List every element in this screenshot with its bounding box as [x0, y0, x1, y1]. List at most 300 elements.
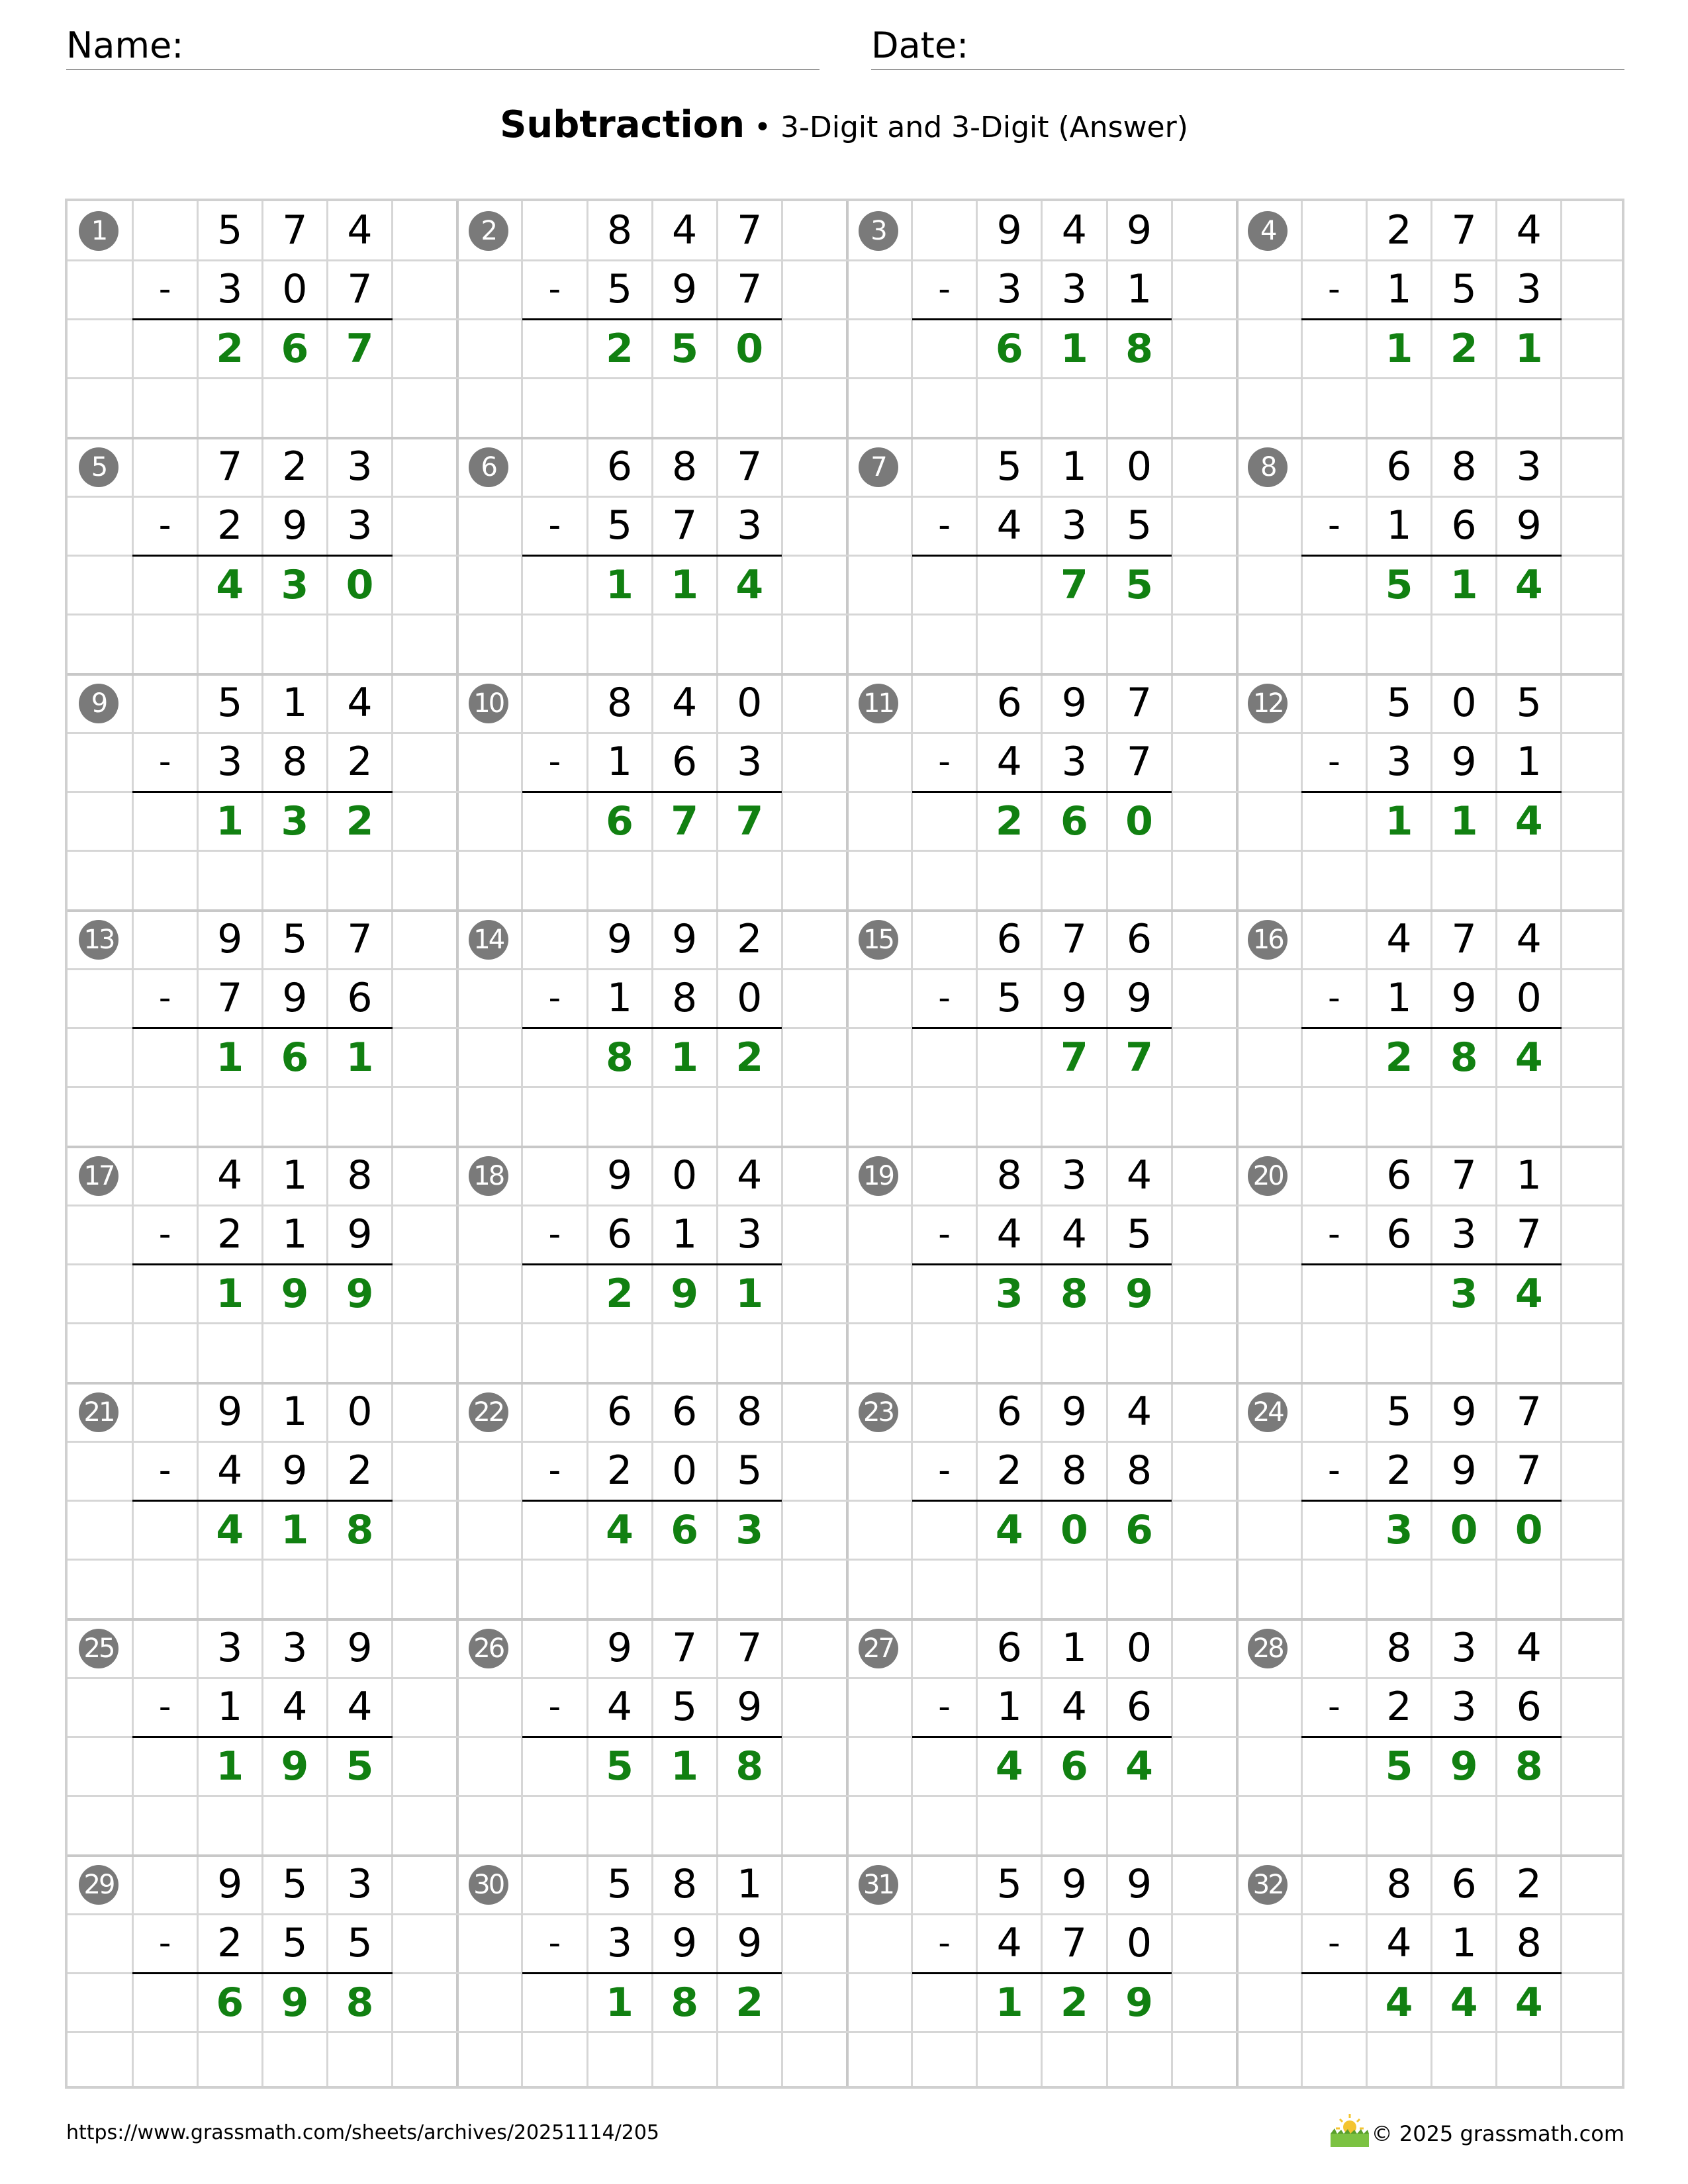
- subtrahend-digit: 4: [217, 1447, 243, 1494]
- subtrahend-digit: 1: [606, 739, 633, 786]
- problem-number-badge: 23: [859, 1392, 898, 1432]
- answer-digit: 0: [735, 325, 764, 372]
- subtrahend-digit: 3: [1061, 502, 1087, 549]
- minuend-digit: 0: [672, 1152, 698, 1199]
- problem-number-badge: 22: [469, 1392, 508, 1432]
- subtrahend-digit: 3: [737, 502, 763, 549]
- minus-sign: -: [938, 742, 951, 782]
- minuend-digit: 8: [1386, 1861, 1412, 1907]
- answer-digit: 8: [346, 1506, 374, 1553]
- problem-grid: [65, 199, 1624, 2089]
- subtrahend-digit: 3: [737, 1211, 763, 1258]
- minuend-digit: 9: [347, 1625, 373, 1671]
- minuend-digit: 5: [1386, 680, 1412, 726]
- minuend-digit: 8: [606, 680, 633, 726]
- subtrahend-digit: 0: [282, 266, 308, 313]
- minuend-digit: 1: [1061, 443, 1087, 490]
- problem-17: [68, 1146, 457, 1383]
- minuend-digit: 5: [996, 443, 1022, 490]
- subtrahend-digit: 5: [996, 975, 1022, 1022]
- subtrahend-digit: 7: [217, 975, 243, 1022]
- subtrahend-digit: 5: [1126, 502, 1152, 549]
- problem-18: [457, 1146, 847, 1383]
- minus-sign: -: [1327, 1687, 1340, 1727]
- answer-line: [132, 1972, 393, 1974]
- problem-31: [847, 1855, 1237, 2091]
- minuend-digit: 5: [217, 207, 243, 253]
- minuend-digit: 6: [996, 1625, 1022, 1671]
- answer-digit: 1: [735, 1270, 764, 1317]
- problem-number-badge: 8: [1248, 447, 1288, 487]
- answer-digit: 2: [1450, 325, 1478, 372]
- minus-sign: -: [1327, 1214, 1340, 1255]
- answer-digit: 4: [735, 561, 764, 608]
- minuend-digit: 9: [1061, 680, 1087, 726]
- answer-line: [1301, 1027, 1562, 1029]
- minuend-digit: 1: [282, 1152, 308, 1199]
- problem-number-badge: 32: [1248, 1865, 1288, 1905]
- answer-digit: 4: [1515, 1979, 1543, 2026]
- subtrahend-digit: 1: [606, 975, 633, 1022]
- answer-digit: 2: [346, 797, 374, 844]
- problem-number-badge: 25: [79, 1629, 118, 1668]
- minuend-digit: 0: [1451, 680, 1477, 726]
- name-field[interactable]: [66, 23, 820, 70]
- problem-2: [457, 201, 847, 437]
- answer-digit: 8: [671, 1979, 698, 2026]
- answer-digit: 3: [1450, 1270, 1478, 1317]
- problem-32: [1237, 1855, 1626, 2091]
- minuend-digit: 7: [282, 207, 308, 253]
- minuend-digit: 6: [996, 1388, 1022, 1435]
- answer-digit: 4: [216, 561, 244, 608]
- problem-number-badge: 11: [859, 684, 898, 723]
- subtrahend-digit: 7: [1516, 1447, 1542, 1494]
- subtrahend-digit: 5: [672, 1684, 698, 1731]
- minuend-digit: 4: [672, 207, 698, 253]
- minuend-digit: 6: [672, 1388, 698, 1435]
- minuend-digit: 7: [1451, 1152, 1477, 1199]
- subtrahend-digit: 4: [996, 1920, 1022, 1967]
- subtrahend-digit: 9: [737, 1920, 763, 1967]
- minuend-digit: 6: [606, 1388, 633, 1435]
- minus-sign: -: [938, 1923, 951, 1964]
- subtrahend-digit: 9: [282, 1447, 308, 1494]
- minus-sign: -: [158, 1451, 171, 1491]
- subtrahend-digit: 4: [606, 1684, 633, 1731]
- problem-14: [457, 910, 847, 1146]
- answer-line: [132, 1500, 393, 1502]
- minus-sign: -: [938, 269, 951, 310]
- answer-line: [1301, 791, 1562, 793]
- answer-digit: 2: [1060, 1979, 1088, 2026]
- subtrahend-digit: 5: [282, 1920, 308, 1967]
- problem-number-badge: 27: [859, 1629, 898, 1668]
- problem-30: [457, 1855, 847, 2091]
- minuend-digit: 4: [1126, 1388, 1152, 1435]
- problem-number-badge: 21: [79, 1392, 118, 1432]
- problem-number-badge: 16: [1248, 920, 1288, 960]
- answer-line: [1301, 1500, 1562, 1502]
- problem-11: [847, 674, 1237, 910]
- problem-5: [68, 437, 457, 674]
- answer-digit: 7: [1060, 1034, 1088, 1081]
- subtrahend-digit: 2: [996, 1447, 1022, 1494]
- minus-sign: -: [548, 1687, 561, 1727]
- minuend-digit: 4: [1516, 916, 1542, 962]
- subtrahend-digit: 4: [996, 502, 1022, 549]
- problem-number-badge: 19: [859, 1156, 898, 1196]
- minuend-digit: 8: [1451, 443, 1477, 490]
- answer-digit: 1: [671, 561, 698, 608]
- minuend-digit: 9: [996, 207, 1022, 253]
- problem-number-badge: 13: [79, 920, 118, 960]
- answer-line: [1301, 1263, 1562, 1265]
- subtrahend-digit: 3: [1061, 266, 1087, 313]
- problem-number-badge: 17: [79, 1156, 118, 1196]
- subtrahend-digit: 3: [347, 502, 373, 549]
- problem-10: [457, 674, 847, 910]
- answer-line: [522, 1263, 782, 1265]
- subtrahend-digit: 9: [672, 1920, 698, 1967]
- answer-line: [1301, 318, 1562, 320]
- minuend-digit: 2: [282, 443, 308, 490]
- problem-1: [68, 201, 457, 437]
- minuend-digit: 3: [347, 443, 373, 490]
- answer-digit: 9: [281, 1979, 309, 2026]
- minuend-digit: 6: [606, 443, 633, 490]
- subtrahend-digit: 9: [1451, 1447, 1477, 1494]
- minuend-digit: 6: [996, 680, 1022, 726]
- subtrahend-digit: 9: [282, 502, 308, 549]
- minus-sign: -: [1327, 1923, 1340, 1964]
- answer-line: [522, 1500, 782, 1502]
- problem-15: [847, 910, 1237, 1146]
- answer-line: [132, 555, 393, 557]
- minuend-digit: 3: [282, 1625, 308, 1671]
- minuend-digit: 7: [737, 1625, 763, 1671]
- problem-number-badge: 7: [859, 447, 898, 487]
- answer-digit: 7: [346, 325, 374, 372]
- problem-19: [847, 1146, 1237, 1383]
- problem-27: [847, 1619, 1237, 1855]
- subtrahend-digit: 4: [1061, 1684, 1087, 1731]
- problem-number-badge: 4: [1248, 211, 1288, 251]
- subtrahend-digit: 0: [737, 975, 763, 1022]
- minus-sign: -: [548, 1214, 561, 1255]
- subtrahend-digit: 9: [1516, 502, 1542, 549]
- subtrahend-digit: 3: [1451, 1211, 1477, 1258]
- minuend-digit: 5: [282, 916, 308, 962]
- answer-digit: 1: [1450, 561, 1478, 608]
- subtrahend-digit: 1: [282, 1211, 308, 1258]
- subtrahend-digit: 3: [1386, 739, 1412, 786]
- subtrahend-digit: 8: [1516, 1920, 1542, 1967]
- answer-digit: 8: [346, 1979, 374, 2026]
- problem-number-badge: 29: [79, 1865, 118, 1905]
- answer-line: [522, 1027, 782, 1029]
- answer-line: [912, 791, 1172, 793]
- minuend-digit: 4: [1061, 207, 1087, 253]
- minuend-digit: 5: [606, 1861, 633, 1907]
- subtrahend-digit: 4: [996, 1211, 1022, 1258]
- subtrahend-digit: 4: [347, 1684, 373, 1731]
- title-main: Subtraction: [500, 103, 745, 146]
- subtrahend-digit: 8: [1061, 1447, 1087, 1494]
- answer-digit: 9: [281, 1270, 309, 1317]
- subtrahend-digit: 2: [347, 1447, 373, 1494]
- answer-digit: 1: [1450, 797, 1478, 844]
- minus-sign: -: [548, 1923, 561, 1964]
- answer-digit: 3: [1385, 1506, 1413, 1553]
- problem-number-badge: 31: [859, 1865, 898, 1905]
- problem-number-badge: 30: [469, 1865, 508, 1905]
- answer-digit: 2: [735, 1979, 764, 2026]
- minus-sign: -: [158, 1687, 171, 1727]
- answer-digit: 1: [216, 1034, 244, 1081]
- answer-digit: 1: [1385, 797, 1413, 844]
- minuend-digit: 9: [606, 1152, 633, 1199]
- minuend-digit: 7: [217, 443, 243, 490]
- subtrahend-digit: 6: [1126, 1684, 1152, 1731]
- problem-24: [1237, 1383, 1626, 1619]
- problem-4: [1237, 201, 1626, 437]
- date-label: Date:: [871, 24, 969, 66]
- subtrahend-digit: 2: [1386, 1447, 1412, 1494]
- minuend-digit: 6: [996, 916, 1022, 962]
- minus-sign: -: [548, 269, 561, 310]
- minus-sign: -: [1327, 269, 1340, 310]
- subtrahend-digit: 1: [1386, 502, 1412, 549]
- minuend-digit: 9: [1126, 207, 1152, 253]
- answer-digit: 4: [1515, 1270, 1543, 1317]
- minus-sign: -: [938, 1214, 951, 1255]
- answer-digit: 9: [1450, 1743, 1478, 1790]
- answer-digit: 5: [1385, 1743, 1413, 1790]
- minuend-digit: 4: [1386, 916, 1412, 962]
- problem-20: [1237, 1146, 1626, 1383]
- problem-number-badge: 3: [859, 211, 898, 251]
- minuend-digit: 4: [737, 1152, 763, 1199]
- minuend-digit: 2: [1386, 207, 1412, 253]
- minus-sign: -: [158, 269, 171, 310]
- answer-digit: 3: [735, 1506, 764, 1553]
- answer-digit: 7: [735, 797, 764, 844]
- subtrahend-digit: 6: [1386, 1211, 1412, 1258]
- answer-line: [132, 318, 393, 320]
- answer-digit: 1: [671, 1034, 698, 1081]
- answer-line: [132, 1027, 393, 1029]
- answer-line: [912, 555, 1172, 557]
- subtrahend-digit: 8: [282, 739, 308, 786]
- subtrahend-digit: 1: [1516, 739, 1542, 786]
- answer-digit: 9: [281, 1743, 309, 1790]
- minuend-digit: 9: [217, 916, 243, 962]
- subtrahend-digit: 8: [1126, 1447, 1152, 1494]
- problem-21: [68, 1383, 457, 1619]
- answer-digit: 0: [1515, 1506, 1543, 1553]
- minuend-digit: 9: [217, 1388, 243, 1435]
- minuend-digit: 1: [1516, 1152, 1542, 1199]
- footer-copyright: © 2025 grassmath.com: [1371, 2121, 1624, 2146]
- subtrahend-digit: 8: [672, 975, 698, 1022]
- answer-line: [912, 1263, 1172, 1265]
- answer-line: [522, 791, 782, 793]
- minuend-digit: 7: [1451, 916, 1477, 962]
- subtrahend-digit: 6: [1451, 502, 1477, 549]
- answer-digit: 6: [995, 325, 1023, 372]
- minuend-digit: 3: [1061, 1152, 1087, 1199]
- minuend-digit: 1: [1061, 1625, 1087, 1671]
- grass-sun-icon: [1328, 2111, 1372, 2148]
- answer-digit: 6: [216, 1979, 244, 2026]
- answer-line: [132, 1736, 393, 1738]
- subtrahend-digit: 2: [606, 1447, 633, 1494]
- answer-digit: 5: [606, 1743, 633, 1790]
- answer-digit: 2: [735, 1034, 764, 1081]
- date-field[interactable]: [871, 23, 1624, 70]
- answer-line: [912, 318, 1172, 320]
- answer-digit: 2: [216, 325, 244, 372]
- subtrahend-digit: 2: [217, 1211, 243, 1258]
- problem-22: [457, 1383, 847, 1619]
- subtrahend-digit: 3: [737, 739, 763, 786]
- minuend-digit: 8: [672, 1861, 698, 1907]
- answer-digit: 4: [1515, 561, 1543, 608]
- answer-digit: 1: [671, 1743, 698, 1790]
- answer-digit: 1: [281, 1506, 309, 1553]
- title-sub: • 3-Digit and 3-Digit (Answer): [745, 111, 1188, 144]
- problem-12: [1237, 674, 1626, 910]
- subtrahend-digit: 3: [1516, 266, 1542, 313]
- subtrahend-digit: 9: [347, 1211, 373, 1258]
- problem-23: [847, 1383, 1237, 1619]
- answer-digit: 6: [1060, 1743, 1088, 1790]
- minuend-digit: 9: [217, 1861, 243, 1907]
- subtrahend-digit: 9: [672, 266, 698, 313]
- subtrahend-digit: 2: [217, 1920, 243, 1967]
- minus-sign: -: [1327, 742, 1340, 782]
- answer-line: [912, 1027, 1172, 1029]
- problem-number-badge: 28: [1248, 1629, 1288, 1668]
- answer-digit: 2: [1385, 1034, 1413, 1081]
- minus-sign: -: [1327, 506, 1340, 546]
- minuend-digit: 0: [1126, 443, 1152, 490]
- answer-digit: 4: [995, 1506, 1023, 1553]
- minuend-digit: 7: [737, 207, 763, 253]
- minuend-digit: 5: [217, 680, 243, 726]
- answer-digit: 4: [1385, 1979, 1413, 2026]
- answer-digit: 6: [281, 325, 309, 372]
- problem-3: [847, 201, 1237, 437]
- answer-digit: 1: [216, 1270, 244, 1317]
- answer-digit: 4: [1125, 1743, 1153, 1790]
- answer-line: [522, 555, 782, 557]
- problem-25: [68, 1619, 457, 1855]
- answer-digit: 6: [1060, 797, 1088, 844]
- minuend-digit: 4: [1126, 1152, 1152, 1199]
- subtrahend-digit: 6: [1516, 1684, 1542, 1731]
- minuend-digit: 5: [1386, 1388, 1412, 1435]
- minus-sign: -: [1327, 978, 1340, 1019]
- subtrahend-digit: 3: [217, 739, 243, 786]
- minuend-digit: 6: [1126, 916, 1152, 962]
- answer-digit: 1: [606, 561, 633, 608]
- minuend-digit: 9: [1061, 1861, 1087, 1907]
- subtrahend-digit: 5: [1126, 1211, 1152, 1258]
- subtrahend-digit: 2: [347, 739, 373, 786]
- subtrahend-digit: 7: [1516, 1211, 1542, 1258]
- subtrahend-digit: 1: [1126, 266, 1152, 313]
- problem-number-badge: 18: [469, 1156, 508, 1196]
- minuend-digit: 8: [606, 207, 633, 253]
- minuend-digit: 9: [1061, 1388, 1087, 1435]
- subtrahend-digit: 1: [1386, 975, 1412, 1022]
- minus-sign: -: [938, 1451, 951, 1491]
- subtrahend-digit: 1: [672, 1211, 698, 1258]
- answer-digit: 9: [346, 1270, 374, 1317]
- subtrahend-digit: 7: [1126, 739, 1152, 786]
- minuend-digit: 7: [1451, 207, 1477, 253]
- answer-digit: 8: [606, 1034, 633, 1081]
- minus-sign: -: [938, 506, 951, 546]
- minuend-digit: 7: [672, 1625, 698, 1671]
- minuend-digit: 4: [1516, 207, 1542, 253]
- minuend-digit: 7: [1126, 680, 1152, 726]
- answer-digit: 4: [995, 1743, 1023, 1790]
- minuend-digit: 3: [347, 1861, 373, 1907]
- minus-sign: -: [548, 742, 561, 782]
- answer-line: [132, 791, 393, 793]
- answer-digit: 7: [671, 797, 698, 844]
- subtrahend-digit: 7: [1061, 1920, 1087, 1967]
- answer-digit: 6: [606, 797, 633, 844]
- problem-9: [68, 674, 457, 910]
- subtrahend-digit: 3: [217, 266, 243, 313]
- problem-6: [457, 437, 847, 674]
- subtrahend-digit: 3: [1451, 1684, 1477, 1731]
- minuend-digit: 5: [1516, 680, 1542, 726]
- answer-line: [912, 1500, 1172, 1502]
- minuend-digit: 7: [347, 916, 373, 962]
- minuend-digit: 9: [672, 916, 698, 962]
- worksheet-title: [0, 103, 1688, 146]
- problem-29: [68, 1855, 457, 2091]
- subtrahend-digit: 4: [282, 1684, 308, 1731]
- problem-number-badge: 14: [469, 920, 508, 960]
- minuend-digit: 2: [1516, 1861, 1542, 1907]
- subtrahend-digit: 1: [1386, 266, 1412, 313]
- subtrahend-digit: 4: [996, 739, 1022, 786]
- subtrahend-digit: 2: [217, 502, 243, 549]
- problem-number-badge: 12: [1248, 684, 1288, 723]
- answer-digit: 0: [1450, 1506, 1478, 1553]
- minus-sign: -: [1327, 1451, 1340, 1491]
- answer-line: [912, 1972, 1172, 1974]
- answer-digit: 5: [1125, 561, 1153, 608]
- minuend-digit: 9: [1451, 1388, 1477, 1435]
- subtrahend-digit: 7: [737, 266, 763, 313]
- answer-digit: 8: [1450, 1034, 1478, 1081]
- problem-number-badge: 10: [469, 684, 508, 723]
- answer-digit: 2: [606, 325, 633, 372]
- answer-digit: 3: [281, 561, 309, 608]
- problem-number-badge: 9: [79, 684, 118, 723]
- answer-line: [1301, 1972, 1562, 1974]
- minuend-digit: 5: [282, 1861, 308, 1907]
- subtrahend-digit: 9: [737, 1684, 763, 1731]
- problem-number-badge: 6: [469, 447, 508, 487]
